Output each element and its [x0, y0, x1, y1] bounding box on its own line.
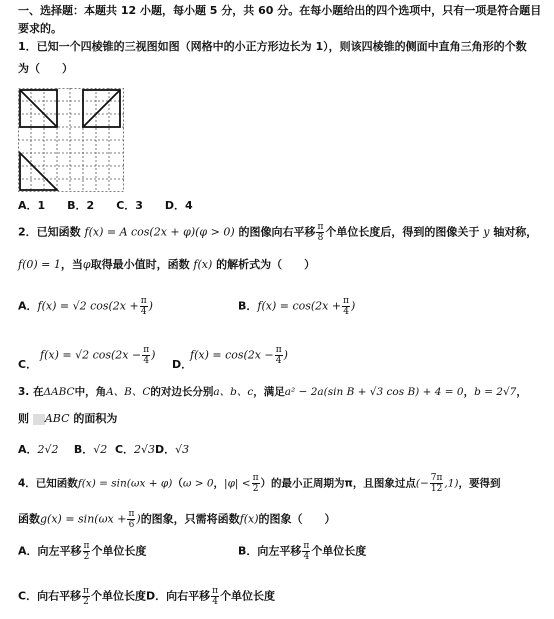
q2-option-b: B．f(x) = cos(2x + $\frac{\pi}{4}$ ) — [238, 296, 356, 317]
q1-stem-line1: 1．已知一个四棱锥的三视图如图（网格中的小正方形边长为 1），则该四棱锥的侧面中直角三角形的个数 — [18, 40, 527, 53]
section-header-line2: 要求的。 — [18, 22, 62, 35]
q3-stem-line1: 3. 在ΔABC中，角A、B、C的对边长分别a、b、c，满足a² − 2a(sin B + √3 cos B) + 4 = 0，b = 2√7， — [18, 386, 527, 398]
q4-option-c-d: C．向右平移 $\frac{\pi}{2}$ 个单位长度D．向右平移 $\frac{\pi}{4}$ 个单位长度 — [18, 586, 276, 607]
q4-option-b: B．向左平移 $\frac{\pi}{4}$ 个单位长度 — [238, 541, 367, 562]
q2-stem-line2: f(0) = 1，当φ取得最小值时，函数 f(x) 的解析式为（ ） — [18, 258, 316, 271]
triangle-symbol-placeholder — [33, 414, 45, 425]
q2-stem-line1: 2．已知函数 f(x) = A cos(2x + φ)(φ > 0) 的图像向右平移 $\frac{\pi}{8}$ 个单位长度后，得到的图像关于 y 轴对称， — [18, 222, 538, 243]
q2-shift-fraction: $\frac{\pi}{8}$ — [317, 222, 324, 243]
q4-stem-line2: 函数g(x) = sin(ωx + $\frac{\pi}{6}$ )的图象，只需将函数f(x)的图象（ ） — [18, 509, 336, 530]
q2-option-d-label: D． — [172, 358, 193, 371]
section-header-line1: 一、选择题：本题共 12 小题，每小题 5 分，共 60 分。在每小题给出的四个选项中，只有一项是符合题目 — [18, 4, 542, 17]
q3-stem-line2: 则 ABC 的面积为 — [18, 412, 118, 425]
top-view — [20, 153, 57, 190]
three-view-figure — [18, 88, 124, 192]
q1-options: A．1 B．2 C．3 D．4 — [18, 199, 193, 212]
q2-option-c-expr: f(x) = √2 cos(2x − $\frac{\pi}{4}$ ) — [40, 345, 156, 366]
q4-stem-line1: 4．已知函数f(x) = sin(ωx + φ)（ω > 0，|φ| < $\frac{\pi}{2}$ ）的最小正周期为π，且图象过点(− $\frac{7\pi}{12}$ ,1)，要得到 — [18, 473, 501, 494]
q2-option-a: A．f(x) = √2 cos(2x + $\frac{\pi}{4}$ ) — [18, 296, 153, 317]
q2-option-c-label: C． — [18, 358, 38, 371]
q2-option-d-expr: f(x) = cos(2x − $\frac{\pi}{4}$ ) — [190, 345, 288, 366]
q3-options: A．2√2 B．√2 C．2√3D．√3 — [18, 443, 190, 456]
q1-stem-line2: 为（ ） — [18, 62, 73, 75]
q4-option-a: A．向左平移 $\frac{\pi}{2}$ 个单位长度 — [18, 541, 147, 562]
